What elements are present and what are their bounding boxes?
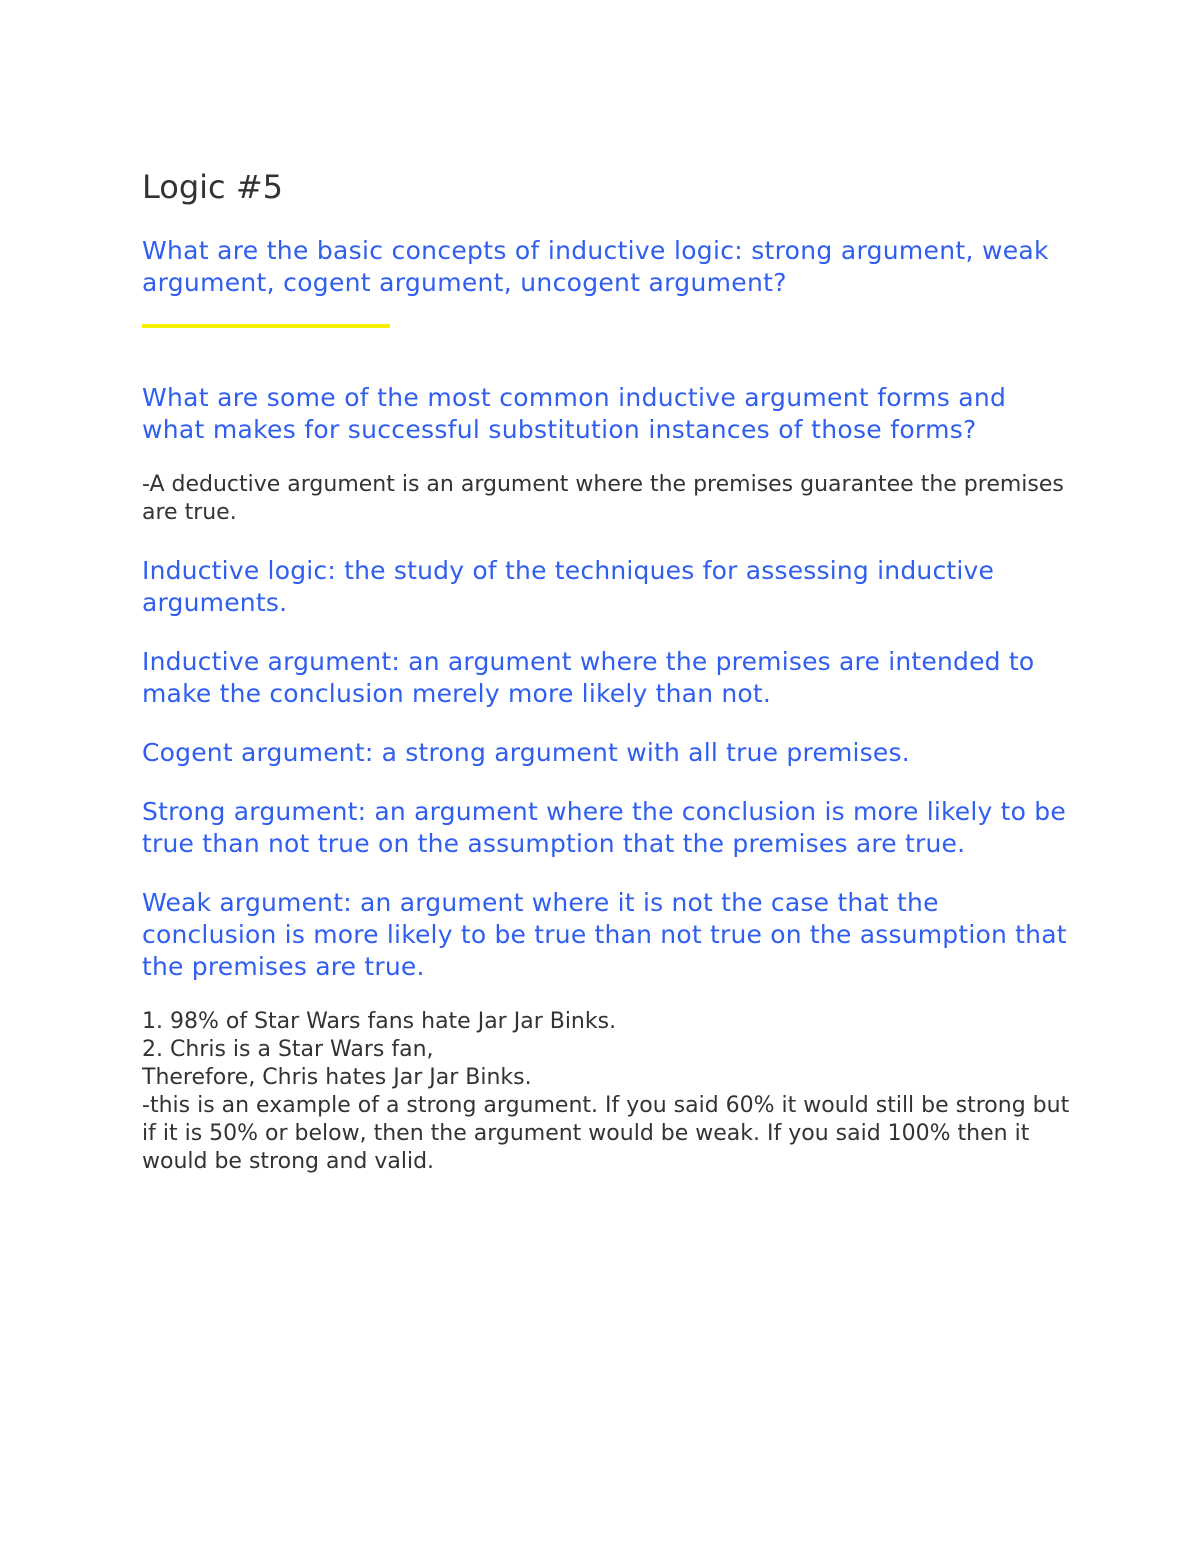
definition-cogent-argument: Cogent argument: a strong argument with all true premises. xyxy=(142,738,910,767)
definition-inductive-argument: Inductive argument: an argument where the premises are intended to make the conclusion merely more likely than not. xyxy=(142,647,1035,708)
definition-inductive-logic: Inductive logic: the study of the techniques for assessing inductive arguments. xyxy=(142,556,995,617)
note-deductive-argument: -A deductive argument is an argument where the premises guarantee the premises are true. xyxy=(142,472,1064,525)
example-commentary: -this is an example of a strong argument. If you said 60% it would still be strong but if it is 50% or below, then the argument would be weak. If you said 100% then it would be strong and valid. xyxy=(142,1093,1070,1174)
highlight-divider xyxy=(142,324,390,328)
example-conclusion: Therefore, Chris hates Jar Jar Binks. xyxy=(142,1065,532,1090)
question-argument-forms: What are some of the most common inductive argument forms and what makes for successful substitution instances of those forms? xyxy=(142,383,1007,444)
definition-strong-argument: Strong argument: an argument where the conclusion is more likely to be true than not true on the assumption that the premises are true. xyxy=(142,797,1066,858)
question-basic-concepts: What are the basic concepts of inductive logic: strong argument, weak argument, cogent argument, uncogent argument? xyxy=(142,236,1049,297)
example-premise-2: 2. Chris is a Star Wars fan, xyxy=(142,1037,434,1062)
example-block xyxy=(142,1008,1072,1176)
example-premise-1: 1. 98% of Star Wars fans hate Jar Jar Binks. xyxy=(142,1009,617,1034)
document-page xyxy=(142,168,1072,1176)
definition-weak-argument: Weak argument: an argument where it is not the case that the conclusion is more likely to be true than not true on the assumption that the premises are true. xyxy=(142,888,1067,981)
page-title: Logic #5 xyxy=(142,168,283,206)
